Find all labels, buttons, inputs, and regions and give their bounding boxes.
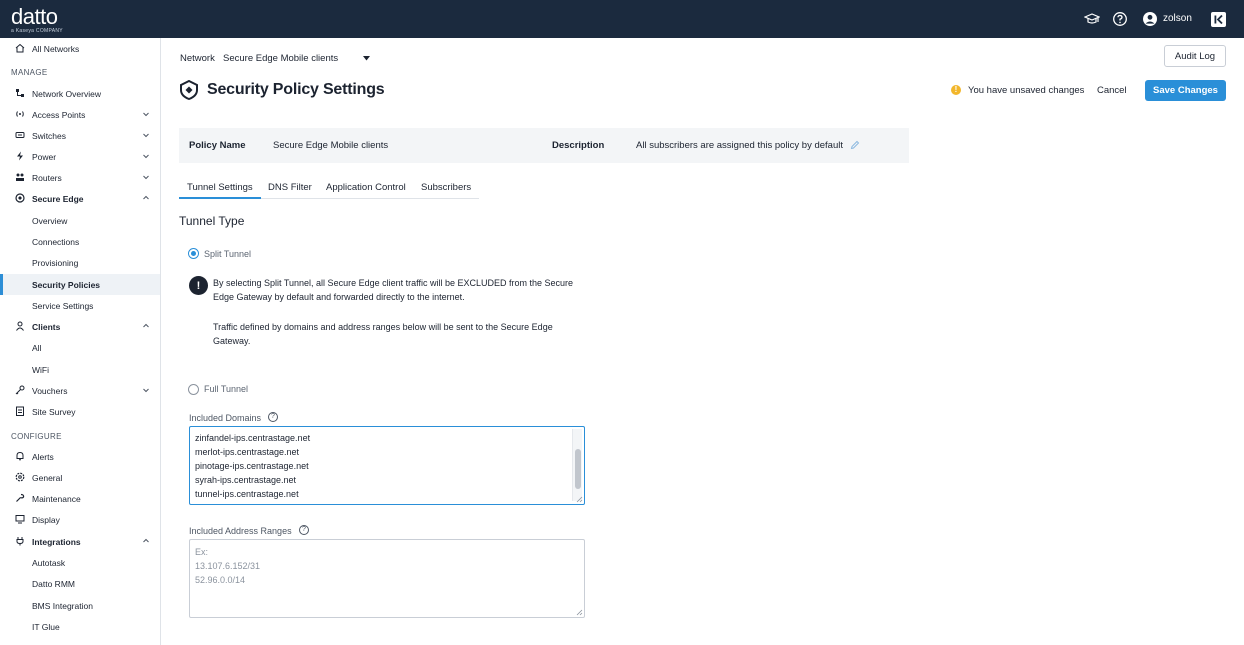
scrollbar-thumb[interactable] xyxy=(575,449,581,489)
plug-icon xyxy=(15,536,25,546)
sidebar-item-label: All Networks xyxy=(32,44,80,54)
sidebar-item-clients[interactable] xyxy=(0,316,160,337)
cancel-button[interactable]: Cancel xyxy=(1097,85,1127,96)
resize-grip-icon[interactable] xyxy=(575,495,583,503)
datto-logo[interactable] xyxy=(11,4,63,34)
audit-log-button[interactable]: Audit Log xyxy=(1164,45,1226,67)
split-tunnel-label[interactable]: Split Tunnel xyxy=(204,249,252,259)
chevron-down-icon xyxy=(142,131,150,139)
included-domains-textarea[interactable] xyxy=(189,426,585,505)
sidebar-item-label: WiFi xyxy=(32,365,49,375)
top-bar xyxy=(0,0,1244,38)
sidebar-item-general[interactable] xyxy=(0,467,160,488)
sidebar-item-label: Access Points xyxy=(32,110,86,120)
sidebar-item-access-points[interactable] xyxy=(0,104,160,125)
unsaved-changes-text: You have unsaved changes xyxy=(968,85,1085,96)
sidebar-item-integrations[interactable] xyxy=(0,531,160,552)
sidebar-item-network-overview[interactable] xyxy=(0,83,160,104)
full-tunnel-label[interactable]: Full Tunnel xyxy=(204,384,249,394)
chevron-up-icon xyxy=(142,322,150,330)
help-icon[interactable] xyxy=(1112,11,1128,27)
sidebar-item-label: BMS Integration xyxy=(32,601,93,611)
domain-line: syrah-ips.centrastage.net xyxy=(195,475,297,485)
split-tunnel-info-line1: By selecting Split Tunnel, all Secure Edge client traffic will be EXCLUDED from the Secure xyxy=(213,278,573,288)
domain-line: pinotage-ips.centrastage.net xyxy=(195,461,309,471)
sidebar xyxy=(0,38,161,645)
key-icon xyxy=(15,385,25,395)
username[interactable]: zolson xyxy=(1163,13,1192,24)
sidebar-item-label: Display xyxy=(32,515,60,525)
sidebar-item-label: Provisioning xyxy=(32,258,79,268)
sidebar-item-label: Autotask xyxy=(32,558,66,568)
collapse-panel-button[interactable] xyxy=(1211,12,1226,27)
sidebar-item-label: General xyxy=(32,473,63,483)
sidebar-item-label: Power xyxy=(32,152,57,162)
warning-icon: ! xyxy=(951,85,961,95)
domain-line: zinfandel-ips.centrastage.net xyxy=(195,433,311,443)
domain-line: merlot-ips.centrastage.net xyxy=(195,447,300,457)
gear-icon xyxy=(15,472,25,482)
sidebar-item-label: Connections xyxy=(32,237,80,247)
sidebar-item-label: Vouchers xyxy=(32,386,68,396)
tab-tunnel-settings[interactable]: Tunnel Settings xyxy=(187,182,253,193)
chevron-down-icon xyxy=(142,173,150,181)
network-label: Network xyxy=(180,53,215,64)
description-label: Description xyxy=(552,140,605,151)
sidebar-item-security-policies[interactable] xyxy=(0,274,160,295)
chevron-up-icon xyxy=(142,194,150,202)
sidebar-item-autotask[interactable] xyxy=(0,552,160,573)
full-tunnel-radio[interactable] xyxy=(188,384,199,395)
help-circle-icon[interactable]: ? xyxy=(299,525,309,535)
logo-subtext: a Kaseya COMPANY xyxy=(11,28,63,34)
wifi-signal-icon xyxy=(15,109,25,119)
placeholder-line: Ex: xyxy=(195,547,209,557)
person-icon xyxy=(15,321,25,331)
sidebar-item-service-settings[interactable] xyxy=(0,295,160,316)
tab-application-control[interactable]: Application Control xyxy=(326,182,406,193)
sidebar-item-label: Clients xyxy=(32,322,61,332)
caret-down-icon[interactable] xyxy=(363,56,370,61)
collapse-icon xyxy=(1211,12,1226,27)
split-tunnel-info-line3: Traffic defined by domains and address ranges below will be sent to the Secure Edge xyxy=(213,322,553,332)
sidebar-item-all[interactable] xyxy=(0,337,160,358)
monitor-icon xyxy=(15,514,25,524)
logo-text: datto xyxy=(11,4,58,29)
split-tunnel-radio[interactable] xyxy=(188,248,199,259)
bell-icon xyxy=(15,451,25,461)
included-address-ranges-textarea[interactable] xyxy=(189,539,585,618)
sidebar-item-all-networks[interactable] xyxy=(0,38,160,59)
sidebar-item-secure-edge[interactable] xyxy=(0,188,160,209)
router-icon xyxy=(15,172,25,182)
save-changes-button[interactable]: Save Changes xyxy=(1145,80,1226,101)
help-circle-icon[interactable]: ? xyxy=(268,412,278,422)
included-address-ranges-label: Included Address Ranges xyxy=(189,526,292,536)
sidebar-item-label: Switches xyxy=(32,131,67,141)
sidebar-item-maintenance[interactable] xyxy=(0,488,160,509)
sidebar-item-label: Datto RMM xyxy=(32,579,75,589)
chevron-up-icon xyxy=(142,537,150,545)
sidebar-item-label: IT Glue xyxy=(32,622,60,632)
sidebar-item-label: Overview xyxy=(32,216,68,226)
sidebar-item-wifi[interactable] xyxy=(0,359,160,380)
policy-name-value: Secure Edge Mobile clients xyxy=(273,140,389,151)
sidebar-item-bms-integration[interactable] xyxy=(0,595,160,616)
sidebar-item-label: Site Survey xyxy=(32,407,76,417)
active-tab-indicator xyxy=(179,197,261,199)
sidebar-item-switches[interactable] xyxy=(0,125,160,146)
chevron-down-icon xyxy=(142,152,150,160)
switch-icon xyxy=(15,130,25,140)
sidebar-item-overview[interactable] xyxy=(0,210,160,231)
sidebar-item-it-glue[interactable] xyxy=(0,616,160,637)
sidebar-item-label: Alerts xyxy=(32,452,54,462)
sidebar-item-datto-rmm[interactable] xyxy=(0,573,160,594)
description-value: All subscribers are assigned this policy by default xyxy=(636,140,843,151)
sidebar-item-label: Secure Edge xyxy=(32,194,84,204)
sidebar-item-vouchers[interactable] xyxy=(0,380,160,401)
sidebar-item-routers[interactable] xyxy=(0,167,160,188)
sidebar-item-power[interactable] xyxy=(0,146,160,167)
edit-pencil-icon[interactable] xyxy=(850,140,860,150)
manage-section-label: MANAGE xyxy=(11,68,48,77)
graduation-cap-icon[interactable] xyxy=(1084,11,1100,27)
page-title: Security Policy Settings xyxy=(207,81,385,98)
network-icon xyxy=(15,88,25,98)
split-tunnel-info-line2: Edge Gateway by default and forwarded directly to the internet. xyxy=(213,292,465,302)
placeholder-line: 13.107.6.152/31 xyxy=(195,561,261,571)
sidebar-item-label: All xyxy=(32,343,42,353)
sidebar-item-label: Integrations xyxy=(32,537,81,547)
sidebar-item-connections[interactable] xyxy=(0,231,160,252)
scrollbar-track[interactable] xyxy=(572,429,582,501)
tunnel-type-heading: Tunnel Type xyxy=(179,214,245,228)
home-icon xyxy=(15,43,25,53)
sidebar-item-label: Maintenance xyxy=(32,494,81,504)
chevron-down-icon xyxy=(142,110,150,118)
lightning-bolt-icon xyxy=(15,151,25,161)
clipboard-icon xyxy=(15,406,25,416)
domain-line: tunnel-ips.centrastage.net xyxy=(195,489,299,499)
tab-subscribers[interactable]: Subscribers xyxy=(421,182,472,193)
configure-section-label: CONFIGURE xyxy=(11,432,62,441)
network-select[interactable]: Secure Edge Mobile clients xyxy=(223,53,339,64)
secure-edge-icon xyxy=(15,193,25,203)
exclamation-icon: ! xyxy=(189,276,208,295)
sidebar-item-site-survey[interactable] xyxy=(0,401,160,422)
wrench-icon xyxy=(15,493,25,503)
sidebar-item-label: Routers xyxy=(32,173,62,183)
secure-edge-policy-icon xyxy=(179,80,199,100)
placeholder-line: 52.96.0.0/14 xyxy=(195,575,246,585)
policy-name-label: Policy Name xyxy=(189,140,246,151)
sidebar-item-label: Network Overview xyxy=(32,89,101,99)
user-avatar-icon[interactable] xyxy=(1142,11,1158,27)
sidebar-item-label: Security Policies xyxy=(32,280,101,290)
tab-dns-filter[interactable]: DNS Filter xyxy=(268,182,312,193)
chevron-down-icon xyxy=(142,386,150,394)
split-tunnel-info-line4: Gateway. xyxy=(213,336,251,346)
sidebar-item-alerts[interactable] xyxy=(0,446,160,467)
resize-grip-icon[interactable] xyxy=(575,608,583,616)
sidebar-item-label: Service Settings xyxy=(32,301,94,311)
sidebar-item-provisioning[interactable] xyxy=(0,252,160,273)
sidebar-item-display[interactable] xyxy=(0,509,160,530)
included-domains-label: Included Domains xyxy=(189,413,262,423)
